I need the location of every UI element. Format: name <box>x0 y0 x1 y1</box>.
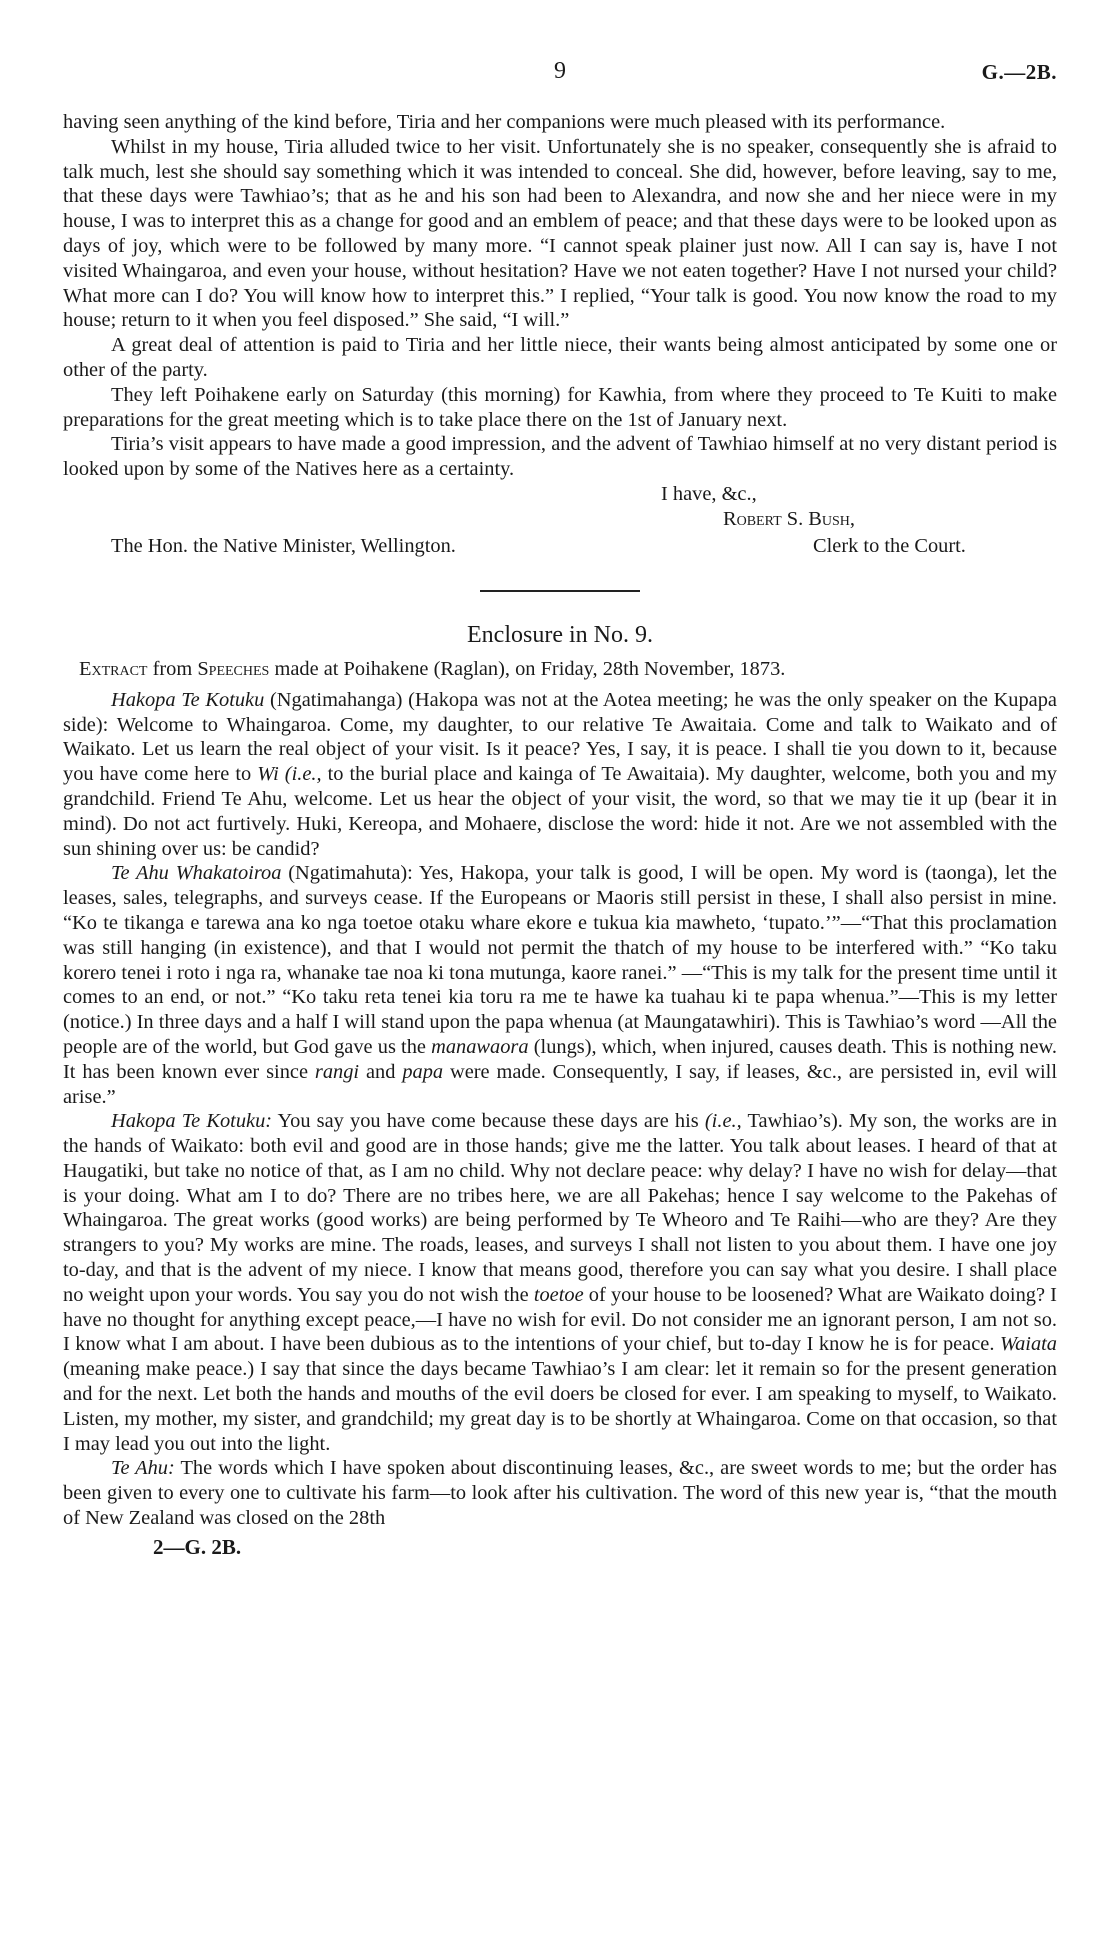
page-header <box>63 58 1057 92</box>
letter-paragraph-4: They left Poihakene early on Saturday (this morning) for Kawhia, from where they proceed to Te Kuiti to make preparations for the great meeting which is to take place there on the 1st of January next. <box>63 383 1057 431</box>
enclosure-title: Enclosure in No. 9. <box>467 621 653 648</box>
speaker-name: Hakopa Te Kotuku <box>111 688 265 711</box>
speech-2: Te Ahu Whakatoiroa (Ngatimahuta): Yes, Hakopa, your talk is good, I will be open. My word is (taonga), let the leases, sales, telegraphs, and surveys cease. If the Europeans or Maoris still persist in these, I shall also persist in mine. “Ko te tikanga e tarewa ana ko nga toetoe otaku whare ekore e tukua kia mawheto, ‘tupato.’”—“That this proclamation was still hanging (in existence), and that I would not permit the thatch of my house to be interfered with.” “Ko taku korero tenei i roto i nga ra, whanake tae noa ki tona mutunga, kaore ranei.” —“This is my talk for the present time until it comes to an end, or not.” “Ko taku reta tenei kia toru ra me te hawe ka tuahau ki te papa whenua.”—This is my letter (notice.) In three days and a half I will stand upon the papa whenua (at Maungatawhiri). This is Tawhiao’s word —All the people are of the world, but God gave us the manawaora (lungs), which, when injured, causes death. This is nothing new. It has been known ever since rangi and papa were made. Consequently, I say, if leases, &c., are persisted in, evil will arise.” <box>63 862 1057 1108</box>
speaker-name: Hakopa Te Kotuku: <box>111 1110 273 1133</box>
speaker-name: Te Ahu: <box>111 1457 175 1480</box>
signature-mark: 2—G. 2B. <box>153 1534 242 1559</box>
speeches-body <box>63 688 1057 1531</box>
signature-block <box>63 482 1057 560</box>
speeches-word: Speeches <box>197 657 270 680</box>
document-reference: G.—2B. <box>981 60 1057 84</box>
signatory-title: Clerk to the Court. <box>813 534 966 557</box>
page-number: 9 <box>554 58 566 84</box>
letter-paragraph-1: having seen anything of the kind before, Tiria and her companions were much pleased with its performance. <box>63 111 946 133</box>
speech-3: Hakopa Te Kotuku: You say you have come because these days are his (i.e., Tawhiao’s). My son, the works are in the hands of Waikato: both evil and good are in those hands; give me the latter. You talk about leases. I heard of that at Haugatiki, but take no notice of that, as I am no child. Why not declare peace: why delay? I have no wish for delay—that is your doing. What am I to do? There are no tribes here, we are all Pakehas; hence I say welcome to the Pakehas of Whaingaroa. The great works (good works) are being performed by Te Wheoro and Te Raihi—who are they? Are they strangers to you? My works are mine. The roads, leases, and surveys I shall not listen to you about them. I have one joy to-day, and that is the advent of my niece. I know that means good, therefore you can say what you desire. I shall place no weight upon your words. You say you do not wish the toetoe of your house to be loosened? What are Waikato doing? I have no thought for anything except peace,—I have no wish for evil. Do not consider me an ignorant person, I am not so. I know what I am about. I have been dubious as to the intentions of your chief, but to-day I know he is for peace. Waiata (meaning make peace.) I say that since the days became Tawhiao’s I am clear: let it remain so for the present generation and for the next. Let both the hands and mouths of the evil doers be closed for ever. I am speaking to myself, to Waikato. Listen, my mother, my sister, and grandchild; my great day is to be shortly at Whaingaroa. Come on that occasion, so that I may lead you out into the light. <box>63 1110 1058 1455</box>
speech-4: Te Ahu: The words which I have spoken about discontinuing leases, &c., are sweet words to me; but the order has been given to every one to cultivate his farm—to look after his cultivation. The word of this new year is, “that the mouth of New Zealand was closed on the 28th <box>63 1457 1057 1530</box>
extract-rest: made at Poihakene (Raglan), on Friday, 28th November, 1873. <box>274 657 786 680</box>
extract-heading <box>63 657 1057 682</box>
closing: I have, &c., <box>661 482 757 505</box>
section-divider <box>480 590 640 592</box>
document-page <box>63 58 1057 1560</box>
letter-paragraph-3: A great deal of attention is paid to Tiria and her little niece, their wants being almost anticipated by some one or other of the party. <box>63 334 1057 381</box>
speaker-name: Te Ahu Whakatoiroa <box>111 862 282 885</box>
letter-paragraph-5: Tiria’s visit appears to have made a good impression, and the advent of Tawhiao himself at no very distant period is looked upon by some of the Natives here as a certainty. <box>63 433 1057 481</box>
signatory-name: Robert S. Bush, <box>723 507 855 530</box>
letter-paragraph-2: Whilst in my house, Tiria alluded twice to her visit. Unfortunately she is no speaker, consequently she is afraid to talk much, lest she should say something which it was intended to conceal. She did, however, before leaving, say to me, that these days were Tawhiao’s; that as he and his son had been to Alexandra, and now she and her niece were in my house, I was to interpret this as a change for good and an emblem of peace; and that these days were to be looked upon as days of joy, which were to be followed by many more. “I cannot speak plainer just now. All I can say is, have I not visited Whaingaroa, and even your house, without hesitation? Have we not eaten together? Have I not nursed your child? What more can I do? You will know how to interpret this.” I replied, “Your talk is good. You now know the road to my house; return to it when you feel disposed.” She said, “I will.” <box>63 135 1057 332</box>
extract-word: Extract <box>79 657 148 680</box>
addressee: The Hon. the Native Minister, Wellington. <box>111 534 456 557</box>
letter-body <box>63 110 1057 560</box>
extract-from: from <box>152 657 193 680</box>
speech-1: Hakopa Te Kotuku (Ngatimahanga) (Hakopa was not at the Aotea meeting; he was the only speaker on the Kupapa side): Welcome to Whaingaroa. Come, my daughter, to our relative Te Awaitaia. Come and talk to Waikato and of Waikato. Let us learn the real object of your visit. Is it peace? Yes, I say, it is peace. I shall tie you down to it, because you have come here to Wi (i.e., to the burial place and kainga of Te Awaitaia). My daughter, welcome, both you and my grandchild. Friend Te Ahu, welcome. Let us hear the object of your visit, the word, so that we may tie it up (bear it in mind). Do not act furtively. Huki, Kereopa, and Mohaere, disclose the word: hide it not. Are we not assembled with the sun shining over us: be candid? <box>63 688 1057 860</box>
